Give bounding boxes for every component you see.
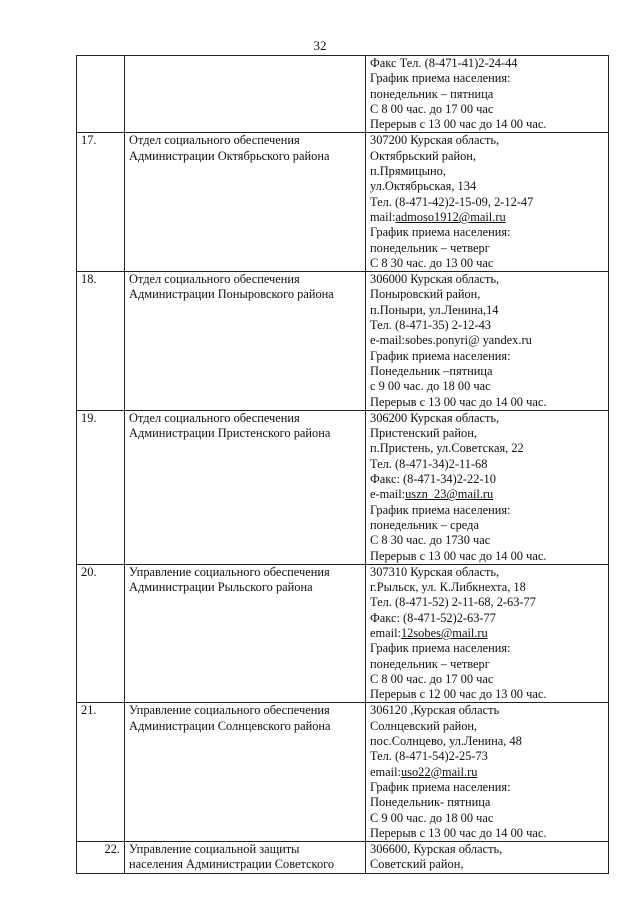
contact-text: понедельник – четверг xyxy=(370,656,490,671)
contact-text: С 9 00 час. до 18 00 час xyxy=(370,810,494,825)
contact-line xyxy=(370,595,604,610)
contact-text: С 8 30 час. до 1730 час xyxy=(370,533,491,548)
row-number: 17. xyxy=(77,133,125,272)
office-contact-cell xyxy=(366,56,609,133)
contact-text: С 8 30 час. до 13 00 час xyxy=(370,255,494,270)
contact-line xyxy=(370,780,604,795)
contact-text: Перерыв с 13 00 час до 14 00 час. xyxy=(370,117,547,132)
contact-text: e-mail:sobes.ponyri@ yandex.ru xyxy=(370,333,532,348)
offices-table-body xyxy=(77,56,609,874)
contact-line xyxy=(370,56,604,71)
contact-line xyxy=(370,102,604,117)
email-link[interactable]: 12sobes@mail.ru xyxy=(400,625,488,640)
contact-text: График приема населения: xyxy=(370,225,511,240)
contact-line xyxy=(370,133,604,148)
contact-text: Понедельник- пятница xyxy=(370,795,491,810)
office-contact-cell xyxy=(366,564,609,703)
office-name-cell xyxy=(125,133,366,272)
contact-line xyxy=(370,703,604,718)
offices-table xyxy=(76,55,609,874)
table-row xyxy=(77,56,609,133)
contact-text: понедельник – среда xyxy=(370,517,479,532)
contact-line xyxy=(370,795,604,810)
contact-line xyxy=(370,426,604,441)
office-name-line: Управление социального обеспечения xyxy=(129,564,330,579)
office-contact-cell xyxy=(366,133,609,272)
contact-text: 306120 ,Курская область xyxy=(370,703,500,718)
contact-text: Поныровский район, xyxy=(370,287,481,302)
contact-line xyxy=(370,379,604,394)
contact-text: п.Поныри, ул.Ленина,14 xyxy=(370,302,499,317)
contact-text: п.Пристень, ул.Советская, 22 xyxy=(370,441,524,456)
contact-text: Факс Тел. (8-471-41)2-24-44 xyxy=(370,56,518,70)
office-name-line: Администрации Солнцевского района xyxy=(129,718,331,733)
contact-line xyxy=(370,687,604,702)
row-number xyxy=(77,56,125,133)
office-name-cell xyxy=(125,272,366,411)
contact-text: Тел. (8-471-35) 2-12-43 xyxy=(370,318,491,333)
contact-line xyxy=(370,719,604,734)
contact-line xyxy=(370,533,604,548)
email-link[interactable]: uszn_23@mail.ru xyxy=(405,487,494,502)
contact-line xyxy=(370,641,604,656)
row-number: 18. xyxy=(77,272,125,411)
office-name-line: Отдел социального обеспечения xyxy=(129,272,300,287)
table-row xyxy=(77,133,609,272)
contact-text: п.Прямицыно, xyxy=(370,164,446,179)
contact-text: Тел. (8-471-34)2-11-68 xyxy=(370,456,488,471)
contact-text: График приема населения: xyxy=(370,502,511,517)
contact-line xyxy=(370,179,604,194)
table-row xyxy=(77,410,609,564)
contact-line xyxy=(370,487,604,502)
contact-line xyxy=(370,87,604,102)
contact-text: Перерыв с 13 00 час до 14 00 час. xyxy=(370,825,547,840)
contact-text: Октябрьский район, xyxy=(370,148,477,163)
contact-line xyxy=(370,672,604,687)
contact-text: 307200 Курская область, xyxy=(370,133,500,148)
office-name-line: Администрации Поныровского района xyxy=(129,287,334,302)
contact-line xyxy=(370,364,604,379)
contact-text: Пристенский район, xyxy=(370,426,477,441)
office-name-line: Управление социальной защиты xyxy=(129,842,300,857)
contact-line xyxy=(370,626,604,641)
office-name-line: населения Администрации Советского xyxy=(129,857,335,872)
email-link[interactable]: uso22@mail.ru xyxy=(400,764,478,779)
contact-line xyxy=(370,225,604,240)
contact-line xyxy=(370,472,604,487)
row-number: 19. xyxy=(77,410,125,564)
contact-line xyxy=(370,657,604,672)
contact-line xyxy=(370,333,604,348)
contact-text: 306600, Курская область, xyxy=(370,842,503,857)
contact-text: ул.Октябрьская, 134 xyxy=(370,179,477,194)
contact-line xyxy=(370,164,604,179)
office-contact-cell xyxy=(366,272,609,411)
contact-text: email: xyxy=(370,625,401,640)
email-link[interactable]: admoso1912@mail.ru xyxy=(395,209,506,224)
contact-line xyxy=(370,117,604,132)
contact-line xyxy=(370,256,604,271)
office-name-line: Администрации Октябрьского района xyxy=(129,148,330,163)
office-name-cell xyxy=(125,56,366,133)
contact-line xyxy=(370,765,604,780)
contact-text: Тел. (8-471-54)2-25-73 xyxy=(370,749,488,764)
contact-line xyxy=(370,811,604,826)
contact-text: Факс: (8-471-52)2-63-77 xyxy=(370,610,496,625)
office-name-line: Отдел социального обеспечения xyxy=(129,133,300,148)
office-name-line: Администрации Пристенского района xyxy=(129,426,331,441)
office-name-line: Управление социального обеспечения xyxy=(129,703,330,718)
contact-line xyxy=(370,503,604,518)
contact-text: График приема населения: xyxy=(370,641,511,656)
contact-text: 307310 Курская область, xyxy=(370,564,500,579)
contact-line xyxy=(370,441,604,456)
contact-text: с 9 00 час. до 18 00 час xyxy=(370,379,491,394)
contact-text: email: xyxy=(370,764,401,779)
contact-line xyxy=(370,734,604,749)
contact-text: понедельник – пятница xyxy=(370,86,494,101)
contact-line xyxy=(370,565,604,580)
contact-line xyxy=(370,272,604,287)
contact-text: Понедельник –пятница xyxy=(370,363,493,378)
contact-text: 306200 Курская область, xyxy=(370,410,500,425)
contact-line xyxy=(370,210,604,225)
contact-line xyxy=(370,303,604,318)
contact-text: Перерыв с 13 00 час до 14 00 час. xyxy=(370,548,547,563)
contact-text: Советский район, xyxy=(370,857,464,872)
contact-line xyxy=(370,195,604,210)
row-number: 22. xyxy=(77,842,125,874)
contact-text: Тел. (8-471-42)2-15-09, 2-12-47 xyxy=(370,194,534,209)
office-name-cell xyxy=(125,564,366,703)
contact-text: Перерыв с 13 00 час до 14 00 час. xyxy=(370,394,547,409)
contact-text: Перерыв с 12 00 час до 13 00 час. xyxy=(370,687,547,702)
contact-line xyxy=(370,457,604,472)
table-row xyxy=(77,842,609,874)
table-row xyxy=(77,564,609,703)
page-number: 32 xyxy=(313,38,327,53)
contact-text: С 8 00 час. до 17 00 час xyxy=(370,671,494,686)
contact-line xyxy=(370,318,604,333)
office-contact-cell xyxy=(366,842,609,874)
contact-text: e-mail: xyxy=(370,487,406,502)
office-name-line: Отдел социального обеспечения xyxy=(129,410,300,425)
contact-text: понедельник – четверг xyxy=(370,240,490,255)
contact-line xyxy=(370,149,604,164)
contact-text: mail: xyxy=(370,209,396,224)
contact-line xyxy=(370,826,604,841)
contact-text: пос.Солнцево, ул.Ленина, 48 xyxy=(370,734,522,749)
office-name-cell xyxy=(125,410,366,564)
contact-text: Тел. (8-471-52) 2-11-68, 2-63-77 xyxy=(370,595,536,610)
contact-text: График приема населения: xyxy=(370,348,511,363)
contact-line xyxy=(370,518,604,533)
contact-line xyxy=(370,549,604,564)
contact-text: С 8 00 час. до 17 00 час xyxy=(370,101,494,116)
contact-text: График приема населения: xyxy=(370,71,511,86)
contact-line xyxy=(370,287,604,302)
contact-text: График приема населения: xyxy=(370,779,511,794)
contact-text: г.Рыльск, ул. К.Либкнехта, 18 xyxy=(370,580,526,595)
office-name-line: Администрации Рыльского района xyxy=(129,580,313,595)
contact-text: Факс: (8-471-34)2-22-10 xyxy=(370,472,496,487)
office-name-cell xyxy=(125,842,366,874)
office-contact-cell xyxy=(366,703,609,842)
office-name-cell xyxy=(125,703,366,842)
contact-line xyxy=(370,580,604,595)
contact-text: Солнцевский район, xyxy=(370,718,478,733)
contact-line xyxy=(370,857,604,872)
table-row xyxy=(77,703,609,842)
office-contact-cell xyxy=(366,410,609,564)
contact-line xyxy=(370,241,604,256)
table-row xyxy=(77,272,609,411)
contact-line xyxy=(370,349,604,364)
row-number: 20. xyxy=(77,564,125,703)
contact-line xyxy=(370,411,604,426)
contact-line xyxy=(370,71,604,86)
contact-text: 306000 Курская область, xyxy=(370,272,500,287)
row-number: 21. xyxy=(77,703,125,842)
contact-line xyxy=(370,395,604,410)
contact-line xyxy=(370,842,604,857)
contact-line xyxy=(370,749,604,764)
contact-line xyxy=(370,611,604,626)
